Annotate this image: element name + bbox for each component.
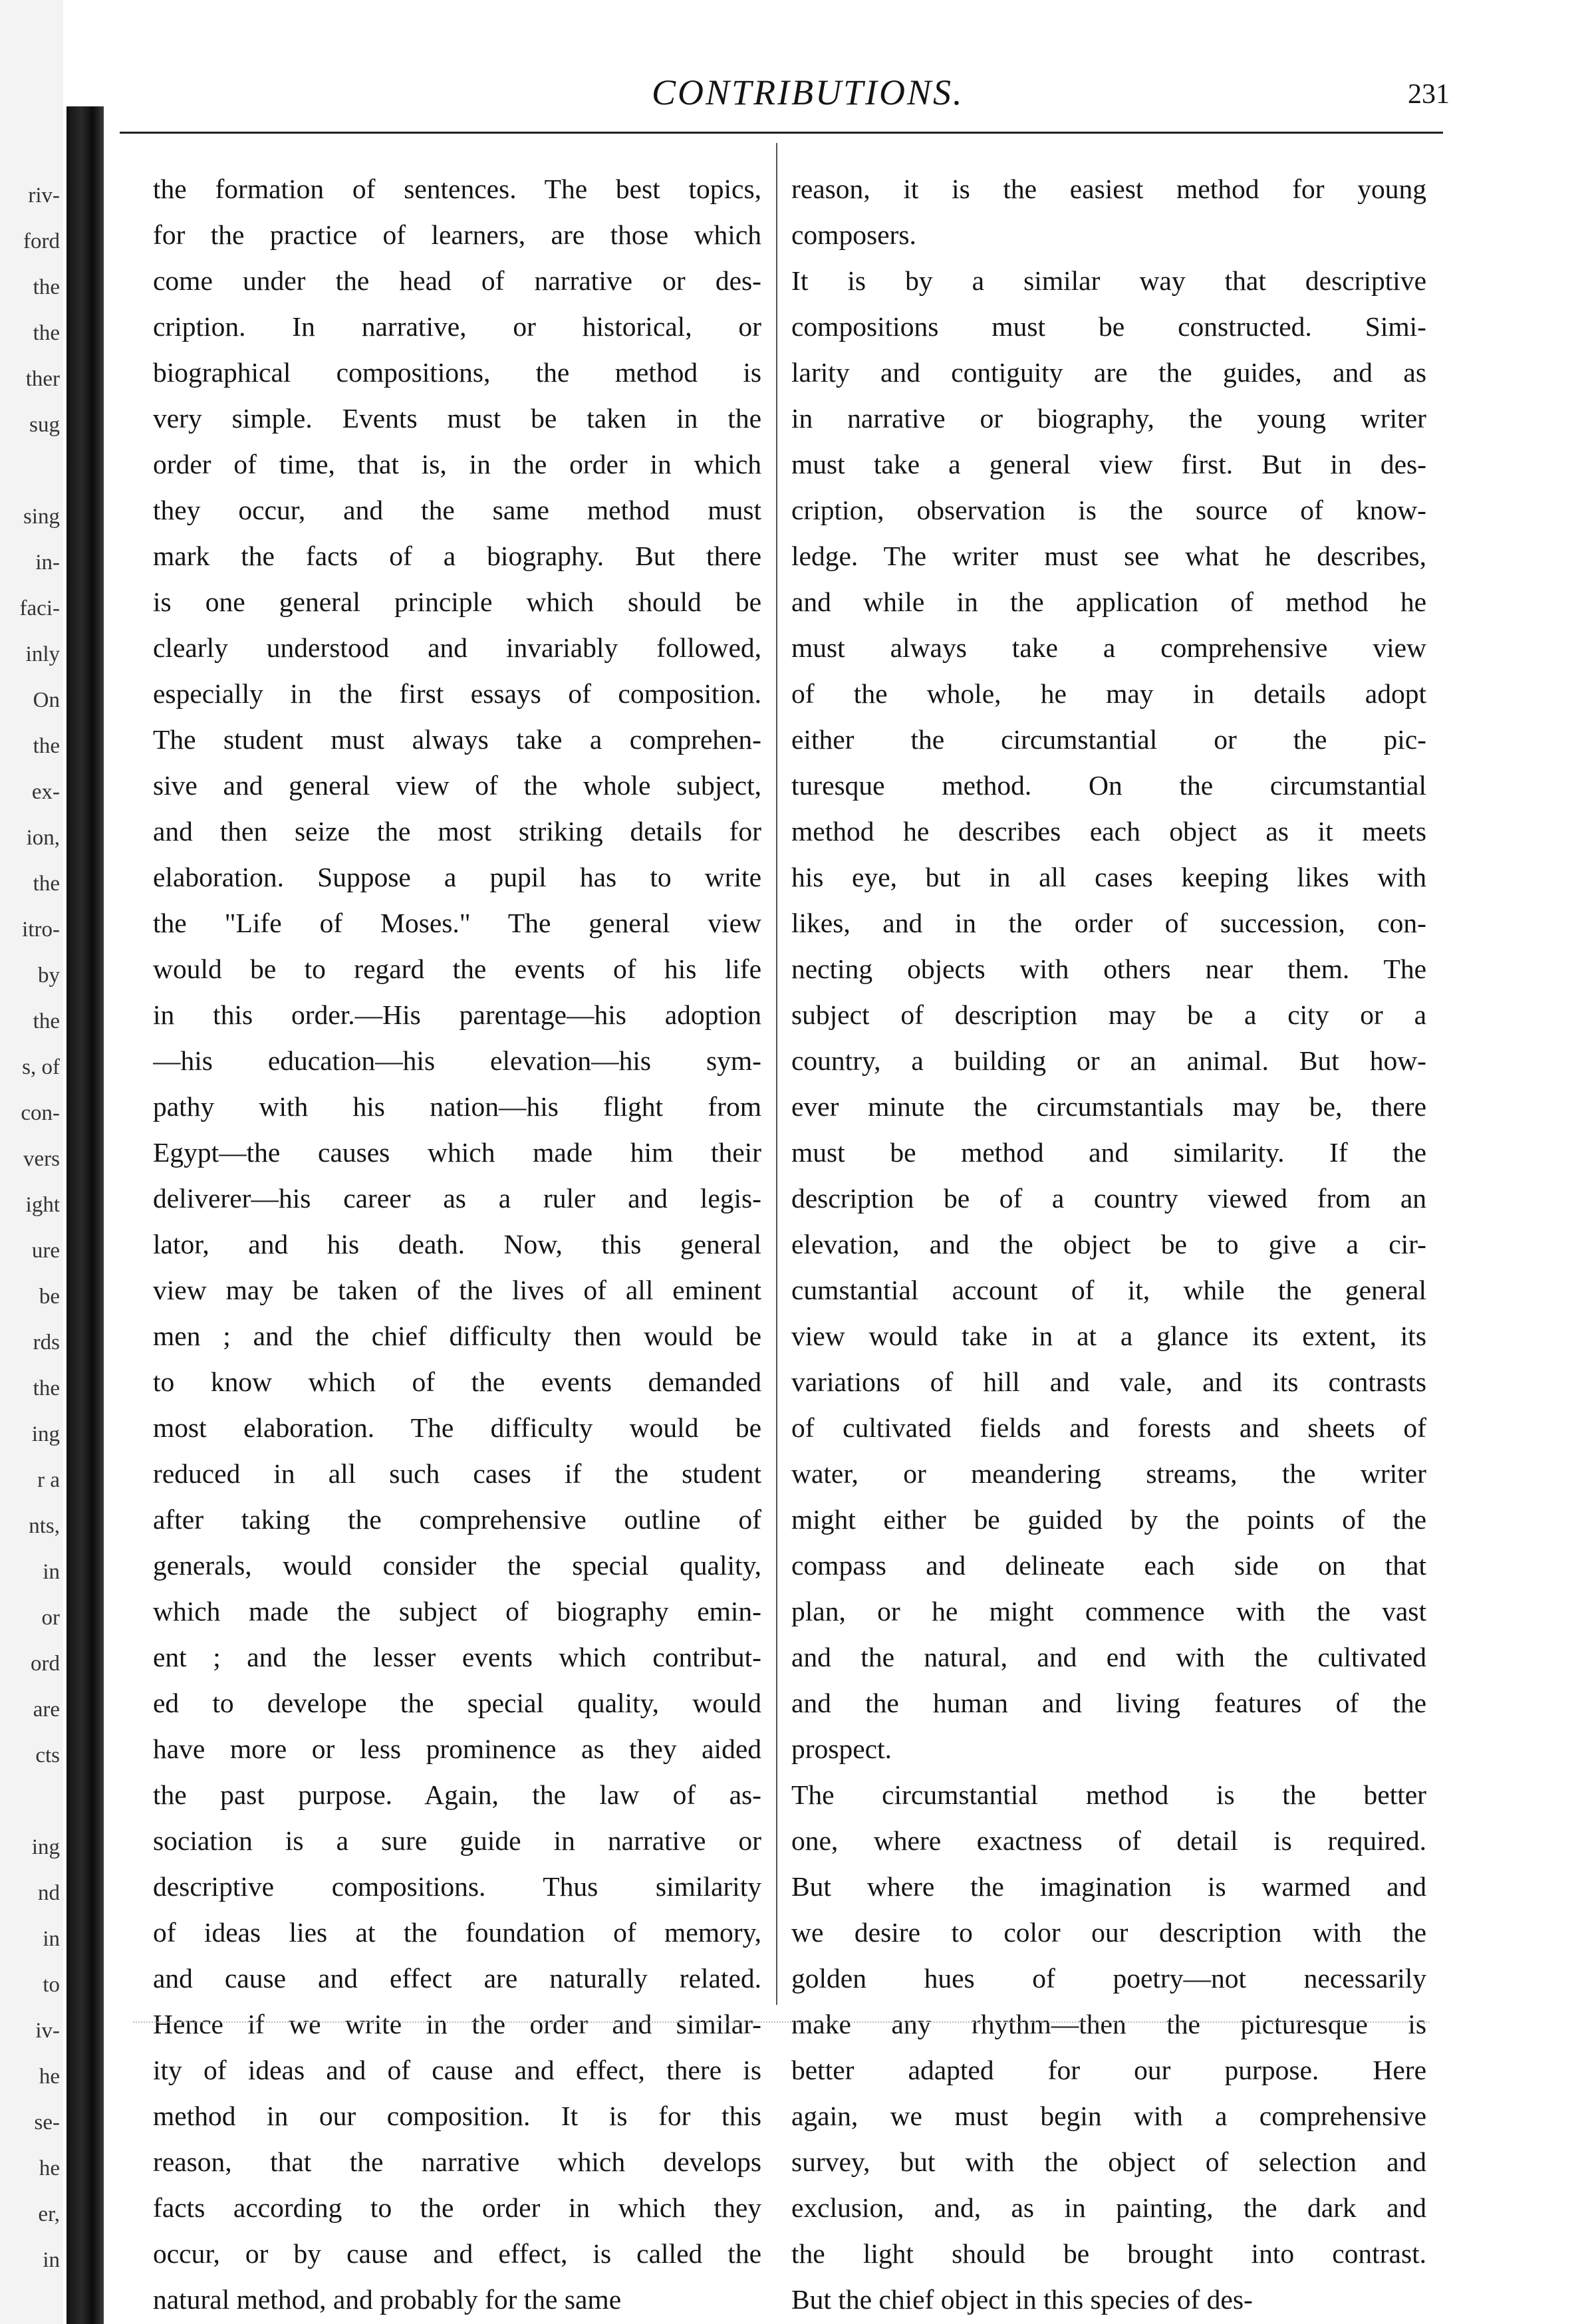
text-line: exclusion, and, as in painting, the dark and xyxy=(791,2192,1426,2223)
text-line: facts according to the order in which they xyxy=(153,2192,761,2223)
text-line: must take a general view first. But in des- xyxy=(791,449,1426,479)
margin-fragment: vers xyxy=(23,1147,60,1171)
header-rule xyxy=(120,132,1443,134)
margin-fragment: se- xyxy=(34,2111,60,2134)
text-line: larity and contiguity are the guides, and as xyxy=(791,357,1426,388)
margin-fragment: ing xyxy=(31,1835,60,1859)
text-line: water, or meandering streams, the writer xyxy=(791,1458,1426,1489)
text-line: view may be taken of the lives of all eminent xyxy=(153,1275,761,1305)
text-line: subject of description may be a city or a xyxy=(791,999,1426,1030)
text-line: of ideas lies at the foundation of memory, xyxy=(153,1917,761,1948)
text-line: plan, or he might commence with the vast xyxy=(791,1596,1426,1626)
margin-fragment: the xyxy=(33,734,60,758)
margin-fragment: the xyxy=(33,275,60,299)
text-line: especially in the first essays of composition. xyxy=(153,678,761,709)
text-line: must be method and similarity. If the xyxy=(791,1137,1426,1168)
margin-fragment: ight xyxy=(25,1193,60,1217)
margin-fragment: ure xyxy=(31,1239,60,1263)
text-line: better adapted for our purpose. Here xyxy=(791,2055,1426,2085)
text-line: turesque method. On the circumstantial xyxy=(791,770,1426,801)
text-line: they occur, and the same method must xyxy=(153,495,761,525)
text-line: golden hues of poetry—not necessarily xyxy=(791,1963,1426,1994)
text-line: must always take a comprehensive view xyxy=(791,632,1426,663)
margin-fragment xyxy=(0,1779,60,1825)
margin-fragment: sug xyxy=(29,413,60,437)
text-line: might either be guided by the points of the xyxy=(791,1504,1426,1535)
text-line: and cause and effect are naturally related. xyxy=(153,1963,761,1994)
text-line: variations of hill and vale, and its contrasts xyxy=(791,1366,1426,1397)
text-line: would be to regard the events of his life xyxy=(153,954,761,984)
text-line: cription, observation is the source of know- xyxy=(791,495,1426,525)
text-line: after taking the comprehensive outline of xyxy=(153,1504,761,1535)
text-line: order of time, that is, in the order in which xyxy=(153,449,761,479)
column-divider xyxy=(776,143,777,2005)
margin-fragment: the xyxy=(33,321,60,345)
text-line: The circumstantial method is the better xyxy=(791,1779,1426,1810)
text-line: one, where exactness of detail is required. xyxy=(791,1825,1426,1856)
text-line: men ; and the chief difficulty then would be xyxy=(153,1321,761,1351)
text-line: we desire to color our description with the xyxy=(791,1917,1426,1948)
page-header xyxy=(120,66,1450,120)
text-line: prospect. xyxy=(791,1734,892,1764)
margin-fragment: he xyxy=(39,2156,60,2180)
margin-fragment: inly xyxy=(25,642,60,666)
text-line: in narrative or biography, the young writer xyxy=(791,403,1426,434)
text-line: descriptive compositions. Thus similarity xyxy=(153,1871,761,1902)
text-line: biographical compositions, the method is xyxy=(153,357,761,388)
text-line: and the natural, and end with the cultivated xyxy=(791,1642,1426,1672)
text-line: survey, but with the object of selection and xyxy=(791,2146,1426,2177)
margin-fragment: sing xyxy=(23,505,60,529)
text-line: composers. xyxy=(791,219,916,250)
text-line: mark the facts of a biography. But there xyxy=(153,541,761,571)
text-line: pathy with his nation—his flight from xyxy=(153,1091,761,1122)
right-column xyxy=(791,166,1426,2323)
text-line: sive and general view of the whole subject, xyxy=(153,770,761,801)
text-line: the light should be brought into contrast. xyxy=(791,2238,1426,2269)
binding-shadow xyxy=(66,106,104,2324)
text-line: again, we must begin with a comprehensive xyxy=(791,2101,1426,2131)
text-line: have more or less prominence as they aided xyxy=(153,1734,761,1764)
text-line: occur, or by cause and effect, is called the xyxy=(153,2238,761,2269)
text-line: the "Life of Moses." The general view xyxy=(153,908,761,938)
margin-fragment: in xyxy=(43,1927,60,1951)
margin-fragment: er, xyxy=(38,2202,60,2226)
text-line: The student must always take a comprehen- xyxy=(153,724,761,755)
text-line: in this order.—His parentage—his adoption xyxy=(153,999,761,1030)
text-line: the formation of sentences. The best topics, xyxy=(153,174,761,204)
margin-fragment: to xyxy=(43,1973,60,1997)
margin-fragment: con- xyxy=(21,1101,60,1125)
text-line: generals, would consider the special quality, xyxy=(153,1550,761,1581)
text-line: for the practice of learners, are those which xyxy=(153,219,761,250)
margin-fragment: in- xyxy=(35,551,60,575)
text-line: method in our composition. It is for this xyxy=(153,2101,761,2131)
text-line: deliverer—his career as a ruler and legis- xyxy=(153,1183,761,1214)
text-line: natural method, and probably for the same xyxy=(153,2284,622,2315)
left-column xyxy=(153,166,761,2323)
text-line: reason, that the narrative which develops xyxy=(153,2146,761,2177)
text-line: But where the imagination is warmed and xyxy=(791,1871,1426,1902)
text-line: lator, and his death. Now, this general xyxy=(153,1229,761,1259)
text-line: description be of a country viewed from an xyxy=(791,1183,1426,1214)
margin-fragment: ion, xyxy=(26,826,60,850)
text-line: elaboration. Suppose a pupil has to write xyxy=(153,862,761,892)
text-line: and the human and living features of the xyxy=(791,1688,1426,1718)
text-line: compass and delineate each side on that xyxy=(791,1550,1426,1581)
margin-fragment: ex- xyxy=(31,780,60,804)
margin-fragment: ford xyxy=(23,229,60,253)
text-line: necting objects with others near them. The xyxy=(791,954,1426,984)
text-line: ledge. The writer must see what he describes, xyxy=(791,541,1426,571)
text-line: and while in the application of method he xyxy=(791,586,1426,617)
text-line: ity of ideas and of cause and effect, there is xyxy=(153,2055,761,2085)
text-line: Egypt—the causes which made him their xyxy=(153,1137,761,1168)
margin-fragment: s, of xyxy=(22,1055,60,1079)
running-title: CONTRIBUTIONS. xyxy=(652,72,964,112)
text-line: clearly understood and invariably followed, xyxy=(153,632,761,663)
text-line: cription. In narrative, or historical, or xyxy=(153,311,761,342)
text-line: —his education—his elevation—his sym- xyxy=(153,1045,761,1076)
text-line: of the whole, he may in details adopt xyxy=(791,678,1426,709)
text-line: is one general principle which should be xyxy=(153,586,761,617)
text-line: either the circumstantial or the pic- xyxy=(791,724,1426,755)
margin-fragments xyxy=(0,173,60,2283)
text-line: cumstantial account of it, while the general xyxy=(791,1275,1426,1305)
margin-fragment: ord xyxy=(31,1652,60,1676)
margin-fragment: On xyxy=(33,688,60,712)
text-line: likes, and in the order of succession, con- xyxy=(791,908,1426,938)
margin-fragment: nd xyxy=(38,1881,60,1905)
margin-fragment: ther xyxy=(25,367,60,391)
margin-fragment: riv- xyxy=(28,184,60,207)
text-line: country, a building or an animal. But how- xyxy=(791,1045,1426,1076)
margin-fragment: the xyxy=(33,1009,60,1033)
margin-fragment: in xyxy=(43,2248,60,2272)
text-line: method he describes each object as it meets xyxy=(791,816,1426,846)
margin-fragment: nts, xyxy=(29,1514,60,1538)
text-line: which made the subject of biography emin- xyxy=(153,1596,761,1626)
text-line: compositions must be constructed. Simi- xyxy=(791,311,1426,342)
margin-fragment: by xyxy=(38,964,60,987)
text-line: most elaboration. The difficulty would be xyxy=(153,1412,761,1443)
margin-fragment: itro- xyxy=(22,918,60,942)
margin-fragment: iv- xyxy=(35,2019,60,2043)
text-line: ed to develope the special quality, would xyxy=(153,1688,761,1718)
margin-fragment: he xyxy=(39,2065,60,2089)
text-line: of cultivated fields and forests and sheets of xyxy=(791,1412,1426,1443)
text-line: But the chief object in this species of des- xyxy=(791,2284,1253,2315)
scan-noise-footer xyxy=(133,2021,1430,2049)
margin-fragment: r a xyxy=(37,1468,60,1492)
text-line: view would take in at a glance its extent, its xyxy=(791,1321,1426,1351)
text-line: Hence if we write in the order and similar- xyxy=(153,2009,761,2039)
text-line: the past purpose. Again, the law of as- xyxy=(153,1779,761,1810)
margin-fragment: cts xyxy=(35,1743,60,1767)
text-line: his eye, but in all cases keeping likes with xyxy=(791,862,1426,892)
text-line: to know which of the events demanded xyxy=(153,1366,761,1397)
margin-fragment: faci- xyxy=(19,596,60,620)
margin-fragment: in xyxy=(43,1560,60,1584)
text-line: very simple. Events must be taken in the xyxy=(153,403,761,434)
margin-fragment: or xyxy=(41,1606,60,1630)
text-line: reduced in all such cases if the student xyxy=(153,1458,761,1489)
margin-fragment: ing xyxy=(31,1422,60,1446)
margin-fragment: are xyxy=(33,1698,60,1722)
text-line: It is by a similar way that descriptive xyxy=(791,265,1426,296)
text-line: elevation, and the object be to give a cir- xyxy=(791,1229,1426,1259)
margin-fragment xyxy=(0,448,60,494)
margin-fragment: be xyxy=(39,1285,60,1309)
text-line: come under the head of narrative or des- xyxy=(153,265,761,296)
text-line: reason, it is the easiest method for young xyxy=(791,174,1426,204)
text-line: ent ; and the lesser events which contribut- xyxy=(153,1642,761,1672)
page-number: 231 xyxy=(1408,79,1450,110)
text-line: and then seize the most striking details for xyxy=(153,816,761,846)
text-line: ever minute the circumstantials may be, there xyxy=(791,1091,1426,1122)
text-line: make any rhythm—then the picturesque is xyxy=(791,2009,1426,2039)
margin-fragment: rds xyxy=(33,1331,60,1355)
margin-fragment: the xyxy=(33,872,60,896)
margin-fragment: the xyxy=(33,1376,60,1400)
text-line: sociation is a sure guide in narrative or xyxy=(153,1825,761,1856)
